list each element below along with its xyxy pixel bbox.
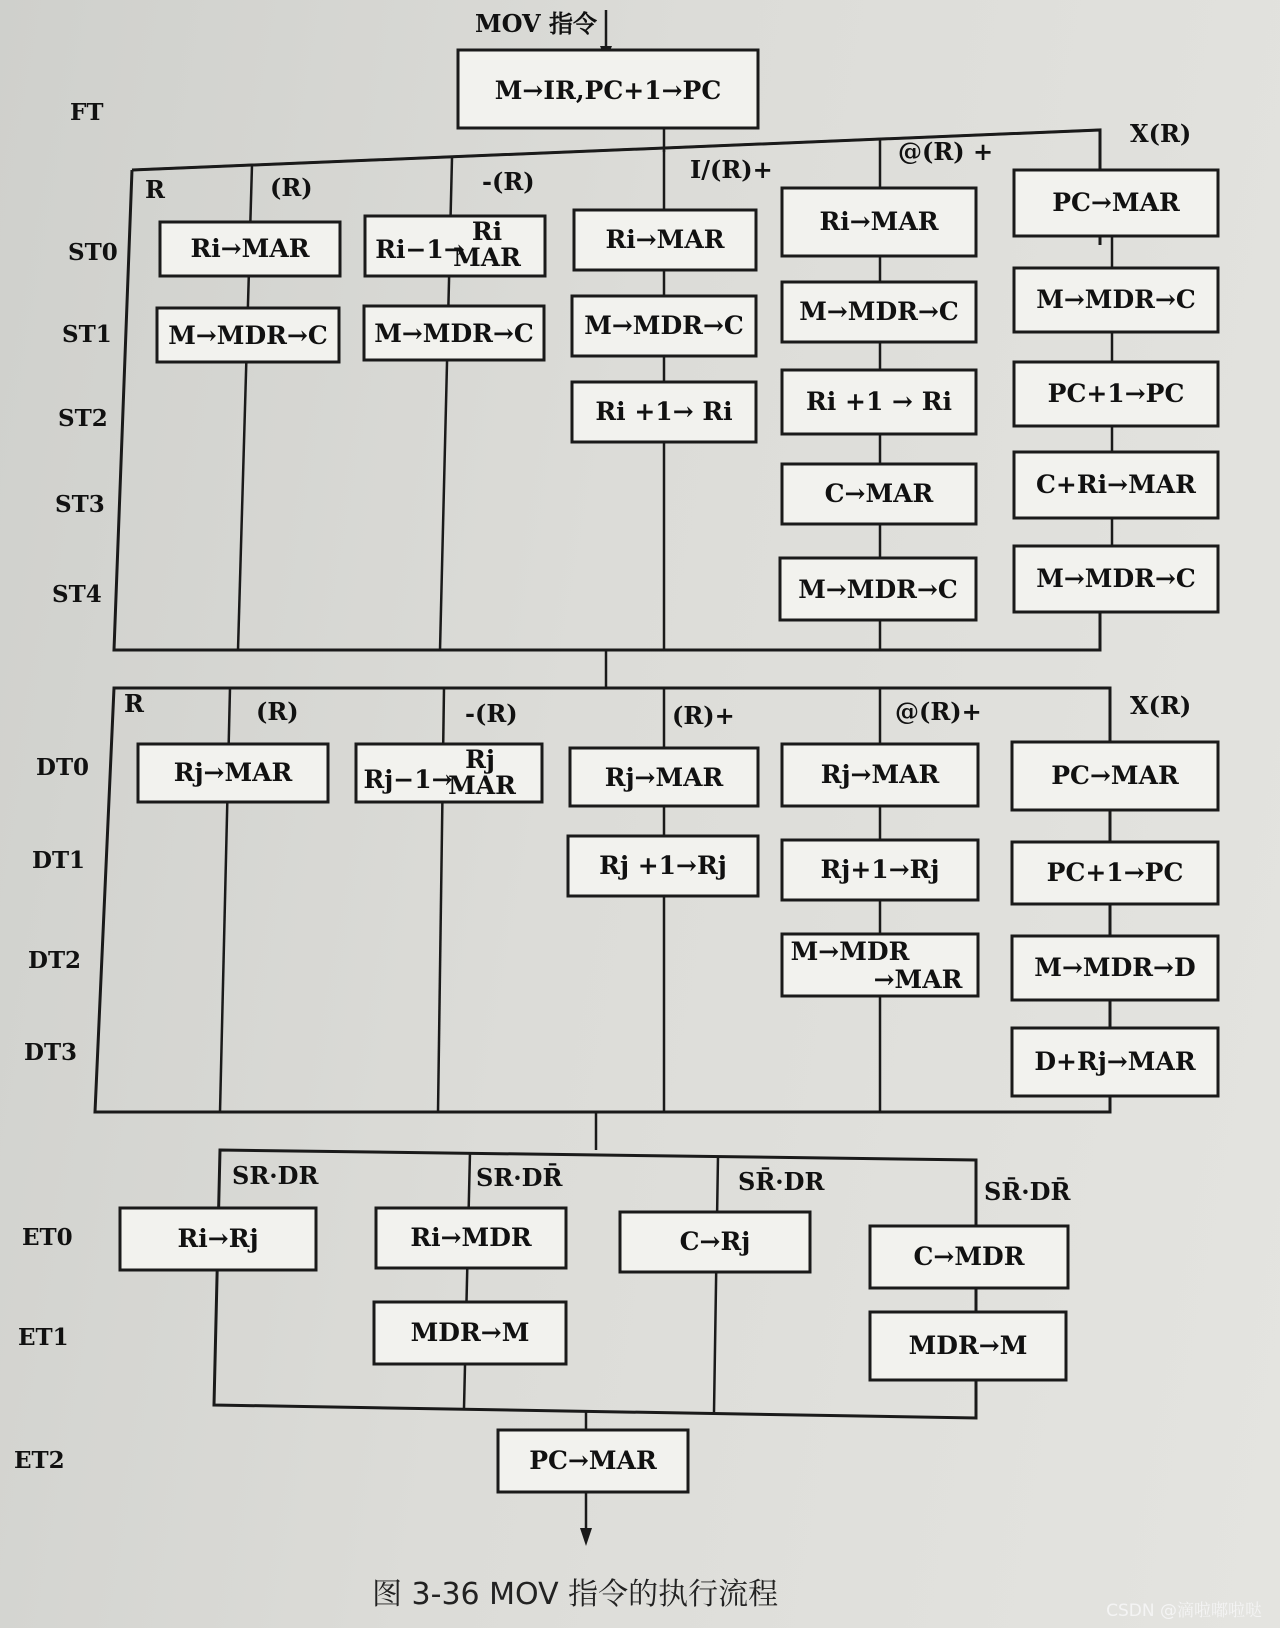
et-frame [214,1150,976,1418]
st-m-st0-b: Ri [471,217,503,246]
et-divider-2 [714,1156,718,1412]
st-m-st0-a: Ri−1→ [375,235,465,264]
st-col-predec: -(R) [482,167,535,196]
dt-col-postinc: (R)+ [672,701,735,730]
st-x-st3: C+Ri→MAR [1036,470,1196,499]
et-c2-et1: MDR→M [410,1318,530,1347]
st-a-st3: C→MAR [824,479,934,508]
et-col-3: SR̄·DR [738,1167,825,1196]
dt-a-dt0: Rj→MAR [820,760,940,789]
row-label-st2: ST2 [58,405,108,432]
et-c4-et1: MDR→M [908,1331,1028,1360]
row-label-st0: ST0 [68,239,118,266]
dt-col-ind: (R) [256,697,299,726]
figure-caption: 图 3-36 MOV 指令的执行流程 [372,1577,779,1612]
row-label-dt0: DT0 [36,754,90,781]
st-m-st0-c: MAR [453,243,521,272]
row-label-et2: ET2 [14,1447,65,1474]
st-col-indirect: @(R) + [898,137,994,166]
dt-p-dt0: Rj→MAR [604,763,724,792]
row-label-st1: ST1 [62,321,112,348]
st-m-st1: M→MDR→C [374,319,534,348]
dt-a-dt1: Rj+1→Rj [820,855,940,884]
dt-x-dt2: M→MDR→D [1034,953,1196,982]
row-label-dt2: DT2 [28,947,82,974]
et-c1-et0: Ri→Rj [177,1224,259,1253]
dt-x-dt1: PC+1→PC [1046,858,1184,887]
dt-r-dt0: Rj→MAR [173,758,293,787]
row-label-st3: ST3 [55,491,105,518]
et-col-1: SR·DR [232,1161,319,1190]
et-col-4: SR̄·DR̄ [984,1177,1071,1206]
dt-m-dt0-a: Rj−1→ [363,765,453,794]
st-a-st2: Ri +1 → Ri [806,387,952,416]
et-c3-et0: C→Rj [679,1227,751,1256]
dt-col-r: R [124,689,144,718]
st-i-st2: Ri +1→ Ri [595,397,733,426]
st-r-st0: Ri→MAR [190,234,310,263]
row-label-et1: ET1 [18,1324,69,1351]
entry-label: MOV 指令 [475,9,598,38]
dt-m-dt0-b: Rj [465,745,495,774]
st-x-st4: M→MDR→C [1036,564,1196,593]
ft-text: M→IR,PC+1→PC [494,76,722,105]
st-a-st4: M→MDR→C [798,575,958,604]
st-x-st0: PC→MAR [1052,188,1180,217]
st-col-postinc: I/(R)+ [690,155,773,184]
dt-x-dt0: PC→MAR [1051,761,1179,790]
st-i-st1: M→MDR→C [584,311,744,340]
st-a-st1: M→MDR→C [799,297,959,326]
st-col-r: R [145,175,165,204]
exit-arrowhead [580,1528,592,1546]
st-x-st1: M→MDR→C [1036,285,1196,314]
st-i-st0: Ri→MAR [605,225,725,254]
watermark: CSDN @滴啦嘟啦哒 [1106,1601,1262,1621]
dt-a-dt2-a: M→MDR [790,937,910,966]
et-c2-et0: Ri→MDR [410,1223,532,1252]
st-r-st1: M→MDR→C [168,321,328,350]
st-x-st2: PC+1→PC [1047,379,1185,408]
et-col-2: SR·DR̄ [476,1163,563,1192]
row-label-et0: ET0 [22,1224,73,1251]
et-c4-et0: C→MDR [913,1242,1025,1271]
row-label-ft: FT [70,99,104,126]
dt-p-dt1: Rj +1→Rj [599,851,727,880]
row-label-dt1: DT1 [32,847,86,874]
st-col-ind: (R) [270,173,313,202]
dt-col-indirect: @(R)+ [895,697,982,726]
st-a-st0: Ri→MAR [819,207,939,236]
dt-col-index: X(R) [1130,691,1192,720]
row-label-st4: ST4 [52,581,102,608]
dt-col-predec: -(R) [465,699,518,728]
dt-m-dt0-c: MAR [448,771,516,800]
dt-a-dt2-b: →MAR [873,965,963,994]
st-col-index: X(R) [1130,119,1192,148]
et-divider-1 [464,1152,470,1408]
et2-text: PC→MAR [529,1446,657,1475]
row-label-dt3: DT3 [24,1039,78,1066]
dt-x-dt3: D+Rj→MAR [1034,1047,1196,1076]
